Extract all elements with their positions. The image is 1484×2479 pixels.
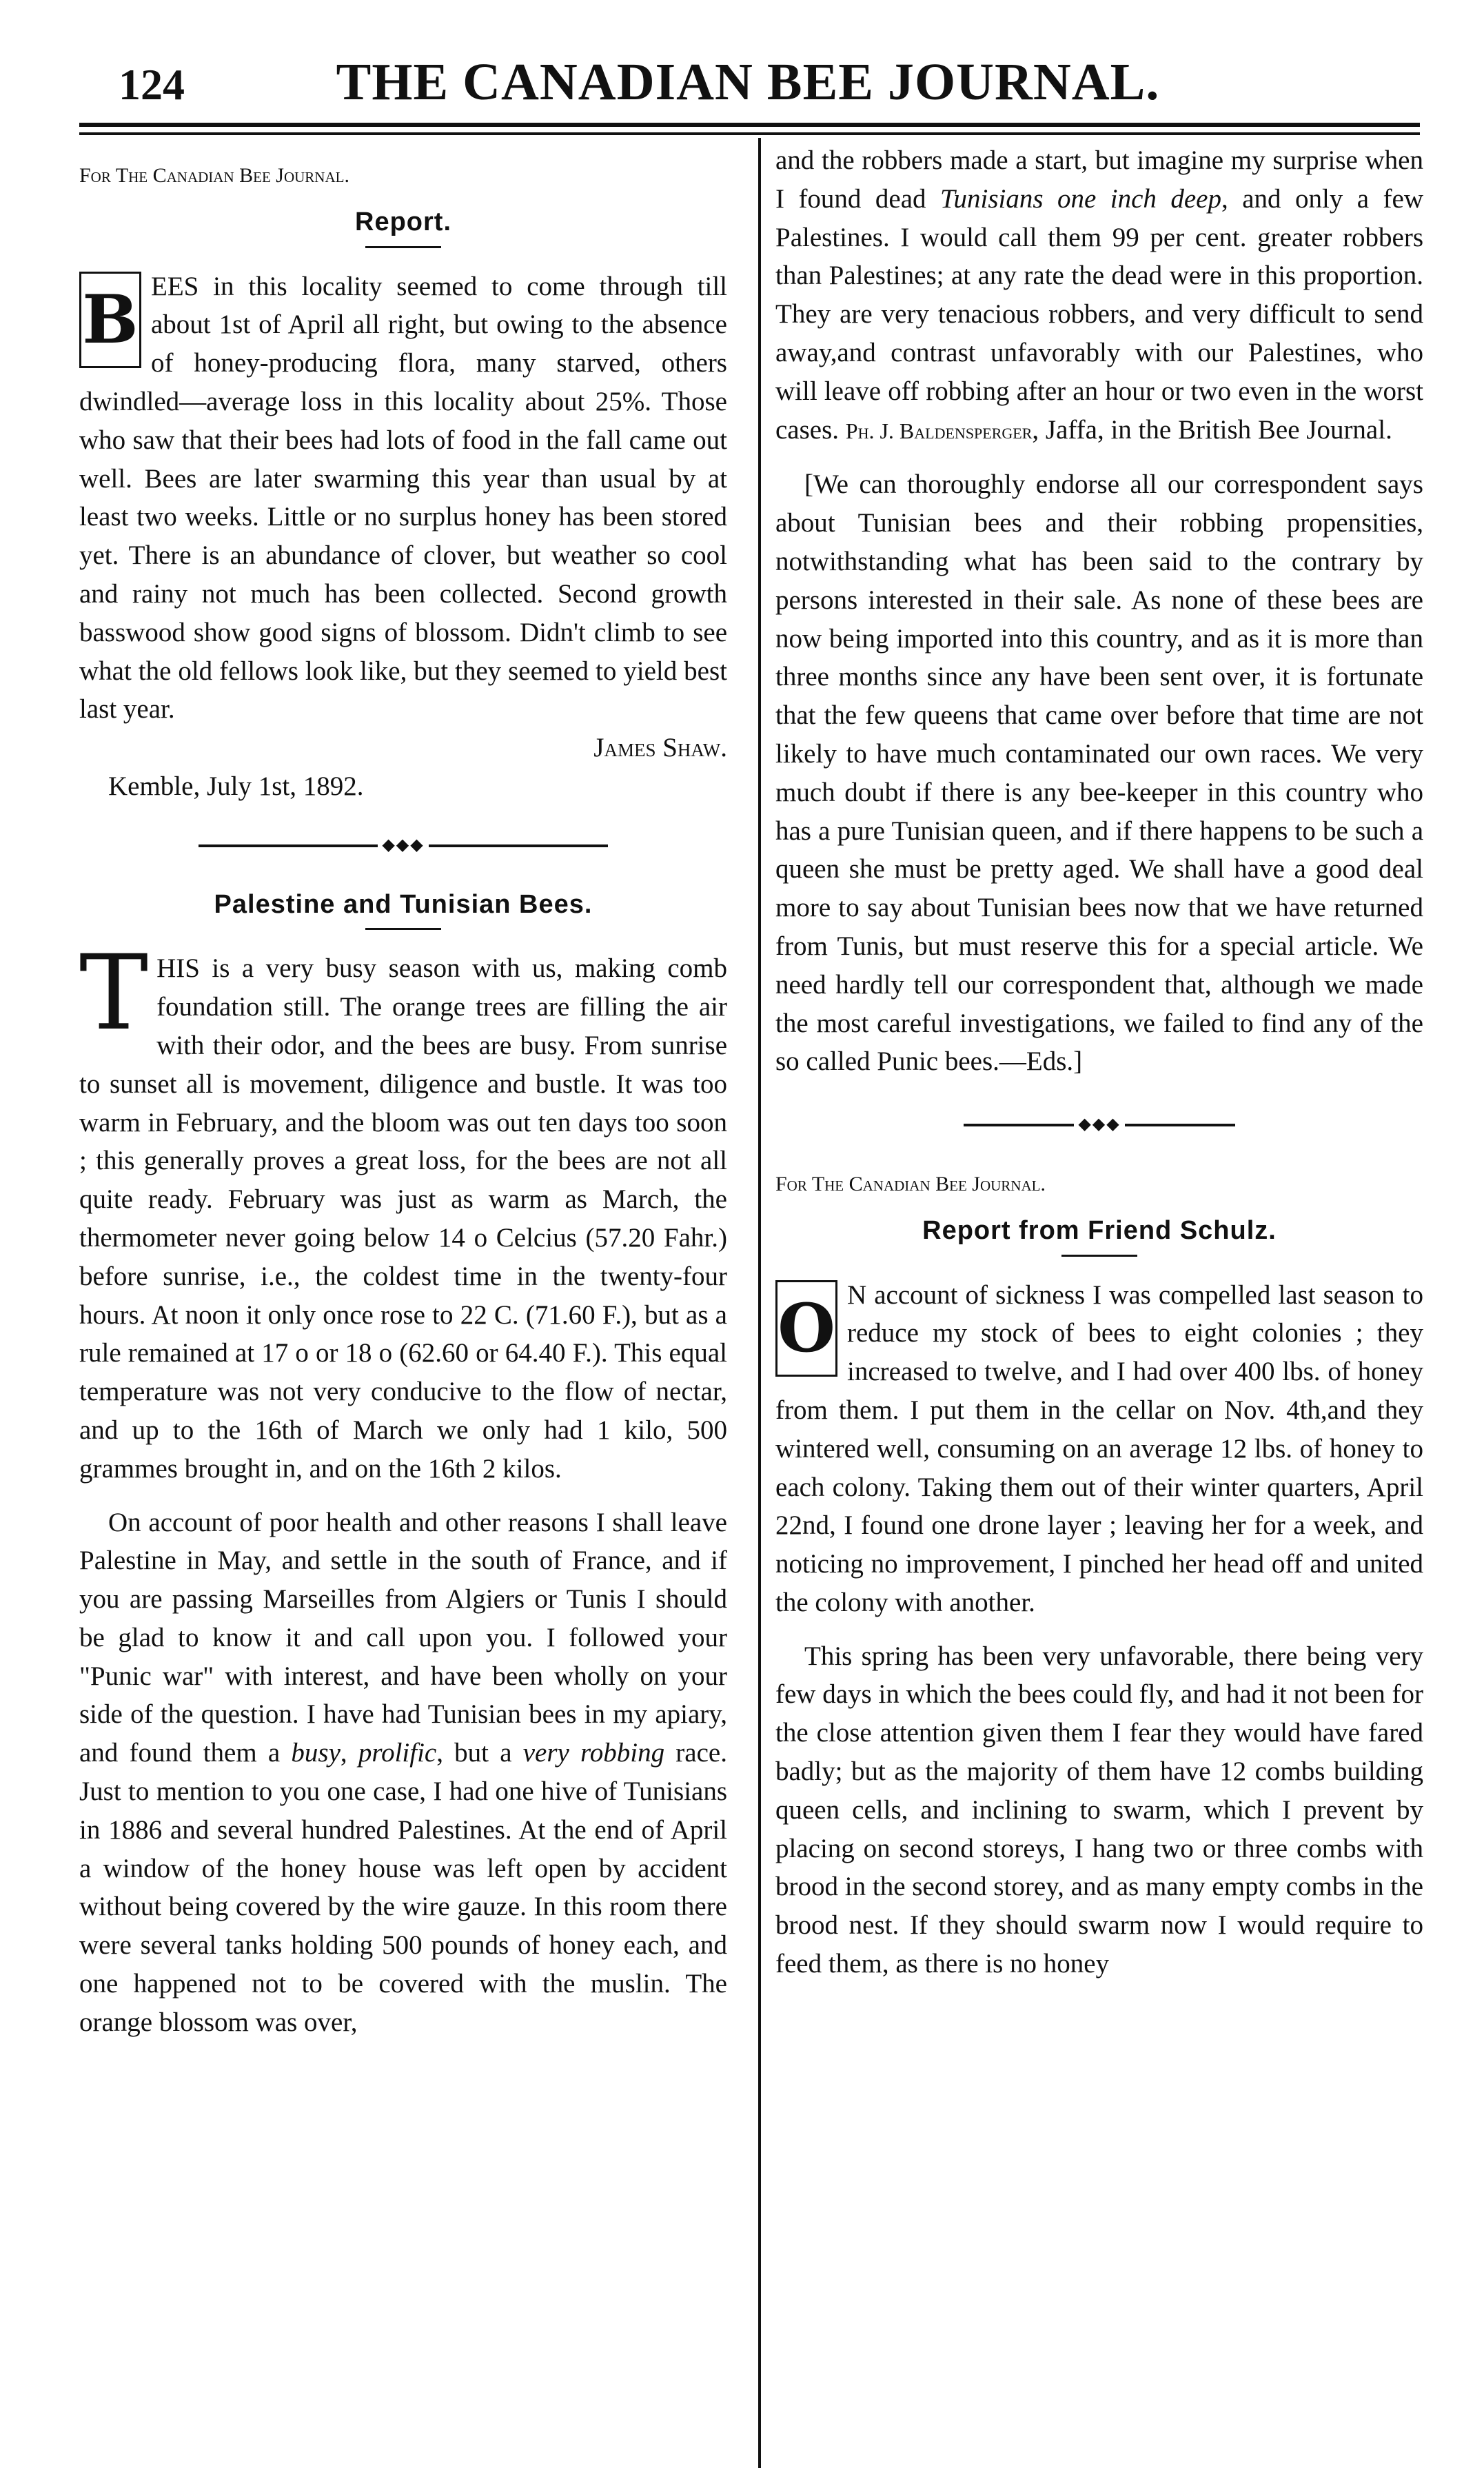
palestine-paragraph-1 <box>79 933 727 1488</box>
emphasis-prolific: prolific <box>358 1738 437 1768</box>
signature-baldensperger: Ph. J. Baldensperger <box>845 418 1033 443</box>
column-divider <box>758 138 761 2468</box>
title-rule <box>365 246 441 248</box>
continuation-text-b: , and only a few Palestines. I would call them 99 per cent. greater robbers than Palestines; at any rate the dead were in this proportion. They are very tenacious robbers, and very difficult to send away,and contrast unfavorably with our Palestines, who will leave off robbing after an hour or two even in the worst cases. <box>775 183 1423 445</box>
header-rule-thin <box>79 132 1420 135</box>
section-ornament: ◆◆◆ <box>775 1106 1423 1144</box>
header-rule <box>79 123 1420 127</box>
title-rule <box>1061 1255 1137 1257</box>
palestine-text-2b: , but a <box>436 1738 523 1768</box>
byline: For The Canadian Bee Journal. <box>79 164 349 187</box>
byline: For The Canadian Bee Journal. <box>775 1172 1046 1195</box>
emphasis-tunisians: Tunisians one inch deep <box>939 183 1221 214</box>
emphasis-robbing: very robbing <box>522 1738 665 1768</box>
dropcap-o: O <box>775 1280 837 1377</box>
dropcap-t: T <box>79 933 149 1054</box>
source-note: , Jaffa, in the British Bee Journal. <box>1032 414 1392 445</box>
dropcap-b: B <box>79 272 141 368</box>
palestine-text-comma: , <box>340 1738 358 1768</box>
article-title-report: Report. <box>355 207 451 236</box>
editors-note: [We can thoroughly endorse all our correspondent says about Tunisian bees and their robbing propensities, notwithstanding what has been said to the contrary by persons interested in their sale. As none of these bees are now being imported into this country, and as it is more than three months since any have been sent over, it is fortunate that the few queens that came over before that time are not likely to have much contaminated our own races. We very much doubt if there is any bee-keeper in this country who has a pure Tunisian queen, and if there happens to be such a queen she must be pretty aged. We shall have a good deal more to say about Tunisian bees now that we have returned from Tunis, but must reserve this for a special article. We need hardly tell our correspondent that, although we made the most careful investigations, we failed to find any of the so called Punic bees.—Eds.] <box>775 469 1423 1077</box>
report-text: EES in this locality seemed to come through till about 1st of April all right, but owing to the absence of honey-producing flora, many starved, others dwindled—average loss in this locality about 25%. Those who saw that their bees had lots of food in the fall came out well. Bees are later swarming this year than usual by at least two weeks. Little or no surplus honey has been stored yet. There is an abundance of clover, but weather so cool and rainy not much has been collected. Second growth basswood show good signs of blossom. Didn't climb to see what the old fellows look like, but they seemed to yield best last year. <box>79 271 727 725</box>
left-column <box>79 141 727 2042</box>
palestine-text-1: HIS is a very busy season with us, making comb foundation still. The orange trees are filling the air with their odor, and the bees are busy. From sunrise to sunset all is movement, diligence and bustle. It was too warm in February, and the bloom was out ten days too soon ; this generally proves a great loss, for the bees are not all quite ready. February was just as warm as March, the thermometer never going below 14 o Celcius (57.20 Fahr.) before sunrise, i.e., the coldest time in the twenty-four hours. At noon it only once rose to 22 C. (71.60 F.), but as a rule remained at 17 o or 18 o (62.60 or 64.40 F.). This equal temperature was not very conducive to the flow of nectar, and up to the 16th of March we only had 1 kilo, 500 grammes brought in, and on the 16th 2 kilos. <box>79 953 727 1484</box>
report-paragraph <box>79 267 727 729</box>
schulz-paragraph-1 <box>775 1276 1423 1622</box>
palestine-paragraph-2 <box>79 1504 727 2042</box>
emphasis-busy: busy <box>291 1738 340 1768</box>
dateline: Kemble, July 1st, 1892. <box>108 771 364 801</box>
right-column <box>775 141 1423 1983</box>
continuation-text-a: and the robbers made a start, but imagine my surprise when I found dead <box>775 145 1423 214</box>
page-header <box>76 45 1420 121</box>
palestine-text-2c: race. Just to mention to you one case, I had one hive of Tunisians in 1886 and several hundred Palestines. At the end of April a window of the honey house was left open by accident without being covered by the wire gauze. In this room there were several tanks holding 500 pounds of honey each, and one happened not to be covered with the muslin. The orange blossom was over, <box>79 1738 727 2037</box>
schulz-text-1: N account of sickness I was compelled last season to reduce my stock of bees to eight colonies ; they increased to twelve, and I had over 400 lbs. of honey from them. I put them in the cellar on Nov. 4th,and they wintered well, consuming on an average 12 lbs. of honey to each colony. Taking them out of their winter quarters, April 22nd, I found one drone layer ; leaving her for a week, and noticing no improvement, I pinched her head off and united the colony with another. <box>775 1279 1423 1617</box>
article-title-schulz: Report from Friend Schulz. <box>922 1215 1277 1245</box>
palestine-continuation <box>775 141 1423 450</box>
section-ornament: ◆◆◆ <box>79 827 727 865</box>
article-title-palestine: Palestine and Tunisian Bees. <box>214 889 593 919</box>
title-rule <box>365 928 441 930</box>
palestine-text-2a: On account of poor health and other reasons I shall leave Palestine in May, and settle in the south of France, and if you are passing Marseilles from Algiers or Tunis I should be glad to know it and call upon you. I followed your "Punic war" with interest, and have been wholly on your side of the question. I have had Tunisian bees in my apiary, and found them a <box>79 1507 727 1768</box>
schulz-paragraph-2: This spring has been very unfavorable, there being very few days in which the bees could fly, and had it not been for the close attention given them I fear they would have fared badly; but as the majority of them have 12 combs building queen cells, and inclining to swarm, which I prevent by placing on second storeys, I hang two or three combs with brood in the second storey, and as many empty combs in the brood nest. If they should swarm now I would require to feed them, as there is no honey <box>775 1641 1423 1979</box>
page-number: 124 <box>119 60 185 109</box>
signature-james-shaw: James Shaw. <box>593 733 727 763</box>
journal-title: THE CANADIAN BEE JOURNAL. <box>336 53 1160 111</box>
